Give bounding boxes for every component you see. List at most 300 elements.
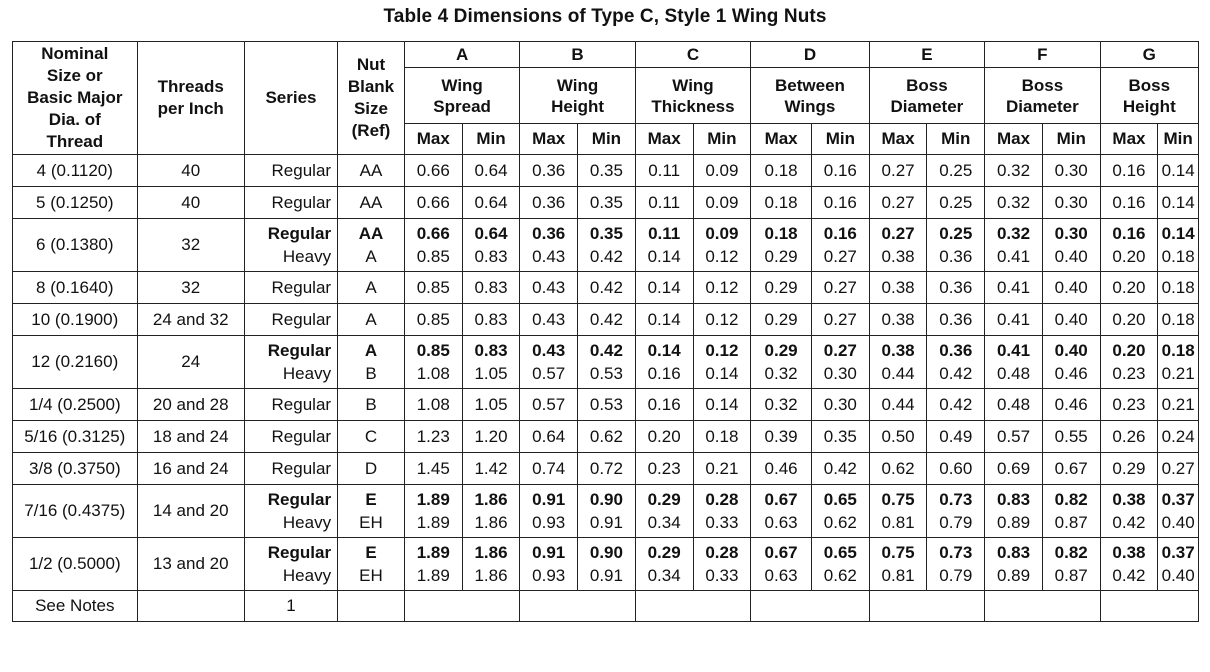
value-stack (520, 457, 577, 480)
value: 1.45 (416, 459, 450, 478)
min-value-cell (1158, 485, 1199, 538)
value-stack (694, 276, 751, 299)
series-cell (244, 304, 337, 336)
max-value-cell (751, 421, 812, 453)
value: 0.16 (647, 364, 681, 383)
value-stack (405, 191, 462, 214)
header-min: Min (1158, 124, 1199, 155)
value: 0.14 (1161, 161, 1195, 180)
min-value-cell (578, 304, 636, 336)
value-stack (636, 541, 693, 587)
value: 1.89 (416, 566, 450, 585)
nut-blank-size-cell (338, 155, 405, 187)
value: 0.18 (705, 427, 739, 446)
value: 0.42 (1112, 513, 1146, 532)
threads-per-inch-cell: 32 (137, 272, 244, 304)
value-stack (694, 488, 751, 534)
value: 0.42 (823, 459, 857, 478)
min-value-cell (693, 187, 751, 219)
value: 0.42 (1112, 566, 1146, 585)
value-stack (1158, 339, 1198, 385)
max-value-cell (751, 219, 812, 272)
nut-blank-size-cell (338, 421, 405, 453)
notes-empty-cell (751, 591, 869, 622)
value: 0.64 (532, 427, 566, 446)
value: 0.23 (1112, 395, 1146, 414)
value-stack (520, 425, 577, 448)
value: 0.09 (705, 224, 739, 243)
value: 0.32 (996, 161, 1031, 180)
value-stack (870, 308, 927, 331)
value: 0.32 (764, 395, 798, 414)
series-cell-stack (245, 308, 331, 331)
nut-blank-size-cell-stack (338, 308, 404, 331)
max-value-cell (520, 155, 578, 187)
value: 0.12 (705, 247, 739, 266)
max-value-cell (404, 336, 462, 389)
value-stack (1158, 541, 1198, 587)
max-value-cell (635, 421, 693, 453)
value: 0.40 (1054, 247, 1088, 266)
header-threads-per-inch-line: Threads (157, 77, 224, 96)
min-value-cell (1042, 187, 1100, 219)
value: 0.57 (532, 395, 566, 414)
value: 0.73 (939, 543, 973, 562)
max-value-cell (1100, 453, 1158, 485)
max-value-cell (1100, 155, 1158, 187)
value: 0.20 (1112, 278, 1146, 297)
max-value-cell (1100, 538, 1158, 591)
min-value-cell (693, 485, 751, 538)
series-cell-line: Regular (271, 427, 332, 446)
min-value-cell (1158, 155, 1199, 187)
value: 0.20 (1112, 310, 1146, 329)
value: 0.81 (881, 566, 915, 585)
min-value-cell (927, 389, 985, 421)
header-dimension-name-line: Between (775, 75, 845, 95)
value: 0.28 (705, 490, 739, 509)
max-value-cell (1100, 421, 1158, 453)
value-stack (812, 457, 869, 480)
value: 0.35 (589, 193, 623, 212)
value: 0.66 (416, 161, 450, 180)
nut-blank-size-cell-stack (338, 339, 404, 385)
value: 0.64 (474, 224, 508, 243)
nut-blank-size-cell-stack (338, 425, 404, 448)
value-stack (520, 159, 577, 182)
min-value-cell (1042, 538, 1100, 591)
threads-per-inch-cell: 40 (137, 155, 244, 187)
header-dimension-name (404, 68, 519, 124)
header-nut-blank-size (338, 42, 405, 155)
notes-empty-cell (869, 591, 984, 622)
header-dimension-name (869, 68, 984, 124)
max-value-cell (1100, 485, 1158, 538)
table-row (13, 304, 1199, 336)
nominal-size-cell: 12 (0.2160) (13, 336, 138, 389)
value: 0.83 (996, 543, 1031, 562)
max-value-cell (520, 389, 578, 421)
min-value-cell (811, 485, 869, 538)
value: 0.18 (764, 224, 798, 243)
min-value-cell (1042, 272, 1100, 304)
header-dimension-letter: A (404, 42, 519, 68)
max-value-cell (635, 485, 693, 538)
min-value-cell (578, 389, 636, 421)
header-dimension-name-line: Wing (672, 75, 714, 95)
value: 0.11 (648, 193, 681, 212)
nut-blank-size-cell-stack (338, 457, 404, 480)
value: 0.27 (881, 193, 915, 212)
nut-blank-size-cell-line: A (364, 341, 378, 360)
table-row (13, 389, 1199, 421)
series-cell-line: Regular (271, 459, 332, 478)
value: 0.79 (939, 566, 973, 585)
value: 0.48 (996, 395, 1031, 414)
value: 0.38 (881, 310, 915, 329)
header-max: Max (985, 124, 1043, 155)
header-min: Min (693, 124, 751, 155)
series-cell (244, 155, 337, 187)
max-value-cell (869, 336, 927, 389)
value: 0.46 (1054, 395, 1088, 414)
max-value-cell (404, 485, 462, 538)
value: 0.44 (881, 364, 915, 383)
value: 0.21 (1161, 364, 1195, 383)
min-value-cell (462, 272, 520, 304)
value: 0.27 (823, 310, 857, 329)
min-value-cell (462, 421, 520, 453)
value-stack (694, 541, 751, 587)
series-cell (244, 272, 337, 304)
value-stack (405, 339, 462, 385)
value-stack (520, 393, 577, 416)
min-value-cell (811, 336, 869, 389)
value: 0.41 (996, 247, 1031, 266)
value: 0.85 (416, 310, 450, 329)
value-stack (812, 159, 869, 182)
value-stack (405, 488, 462, 534)
value: 0.42 (589, 278, 623, 297)
value: 0.20 (1112, 341, 1146, 360)
max-value-cell (404, 219, 462, 272)
series-cell-line: Heavy (282, 513, 332, 532)
value-stack (751, 393, 811, 416)
max-value-cell (520, 219, 578, 272)
value: 0.41 (996, 278, 1031, 297)
value: 0.82 (1054, 543, 1088, 562)
value-stack (1101, 159, 1158, 182)
min-value-cell (578, 272, 636, 304)
series-cell-line: Regular (271, 193, 332, 212)
header-min: Min (462, 124, 520, 155)
value-stack (405, 457, 462, 480)
max-value-cell (635, 453, 693, 485)
nominal-size-cell: 6 (0.1380) (13, 219, 138, 272)
value: 0.79 (939, 513, 973, 532)
value: 0.85 (416, 278, 450, 297)
nominal-size-cell: 1/2 (0.5000) (13, 538, 138, 591)
value-stack (1101, 308, 1158, 331)
nominal-size-cell: 7/16 (0.4375) (13, 485, 138, 538)
max-value-cell (751, 187, 812, 219)
max-value-cell (635, 304, 693, 336)
series-cell-line: Heavy (282, 247, 332, 266)
max-value-cell (985, 187, 1043, 219)
nut-blank-size-cell-stack (338, 191, 404, 214)
max-value-cell (869, 304, 927, 336)
max-value-cell (1100, 272, 1158, 304)
series-cell-line: Regular (271, 278, 332, 297)
nut-blank-size-cell-line: B (365, 364, 377, 383)
nut-blank-size-cell (338, 219, 405, 272)
series-cell-stack (245, 222, 331, 268)
value: 0.16 (1112, 161, 1146, 180)
max-value-cell (404, 538, 462, 591)
nut-blank-size-cell-line: A (365, 247, 377, 266)
header-dimension-name-line: Diameter (890, 96, 964, 116)
value-stack (463, 339, 520, 385)
value: 0.83 (474, 278, 508, 297)
nominal-size-cell: 5 (0.1250) (13, 187, 138, 219)
value: 0.37 (1161, 543, 1195, 562)
notes-empty-cell (338, 591, 405, 622)
value-stack (1158, 308, 1198, 331)
value: 0.34 (647, 513, 681, 532)
max-value-cell (1100, 219, 1158, 272)
value-stack (812, 488, 869, 534)
value: 0.33 (705, 566, 739, 585)
max-value-cell (635, 187, 693, 219)
notes-empty-cell (137, 591, 244, 622)
value: 0.65 (823, 490, 857, 509)
value: 0.30 (1054, 193, 1088, 212)
header-nut-blank-size-line: Size (353, 99, 388, 118)
value-stack (694, 425, 751, 448)
threads-per-inch-cell: 20 and 28 (137, 389, 244, 421)
value-stack (578, 159, 635, 182)
nut-blank-size-cell-line: EH (359, 513, 383, 532)
value: 1.05 (474, 395, 508, 414)
value-stack (1101, 393, 1158, 416)
value: 0.83 (996, 490, 1031, 509)
min-value-cell (927, 187, 985, 219)
value: 0.42 (939, 364, 973, 383)
notes-row (13, 591, 1199, 622)
value: 0.46 (764, 459, 798, 478)
value-stack (463, 425, 520, 448)
min-value-cell (811, 219, 869, 272)
value: 0.12 (705, 341, 739, 360)
max-value-cell (869, 421, 927, 453)
nut-blank-size-cell-line: D (364, 459, 378, 478)
value: 0.40 (1161, 513, 1195, 532)
value: 0.09 (705, 193, 739, 212)
value-stack (985, 541, 1042, 587)
header-dimension-name (1100, 68, 1198, 124)
max-value-cell (985, 421, 1043, 453)
header-nominal-size-line: Nominal (41, 44, 109, 63)
header-nut-blank-size-line: Blank (347, 77, 395, 96)
value: 0.38 (1112, 543, 1146, 562)
min-value-cell (811, 538, 869, 591)
value: 0.14 (1161, 224, 1195, 243)
value: 0.36 (939, 278, 973, 297)
nut-blank-size-cell-stack (338, 159, 404, 182)
value: 0.29 (764, 310, 798, 329)
table-row (13, 485, 1199, 538)
max-value-cell (985, 219, 1043, 272)
header-min: Min (811, 124, 869, 155)
value: 0.43 (532, 278, 566, 297)
header-max: Max (869, 124, 927, 155)
series-cell (244, 219, 337, 272)
header-min: Min (578, 124, 636, 155)
header-dimension-name-line: Boss (1128, 75, 1171, 95)
value-stack (694, 191, 751, 214)
series-cell-stack (245, 425, 331, 448)
value: 0.67 (764, 543, 798, 562)
value-stack (463, 541, 520, 587)
value-stack (985, 159, 1042, 182)
value: 0.14 (705, 395, 739, 414)
value: 0.30 (1054, 161, 1088, 180)
max-value-cell (635, 155, 693, 187)
series-cell-stack (245, 159, 331, 182)
min-value-cell (1158, 453, 1199, 485)
series-cell-line: Regular (267, 224, 332, 243)
value: 0.62 (823, 513, 857, 532)
value: 0.36 (532, 161, 566, 180)
value: 0.62 (589, 427, 623, 446)
threads-per-inch-cell: 24 and 32 (137, 304, 244, 336)
value-stack (636, 457, 693, 480)
value-stack (463, 191, 520, 214)
nut-blank-size-cell (338, 485, 405, 538)
value: 0.14 (705, 364, 739, 383)
value: 0.43 (532, 341, 566, 360)
value: 0.14 (647, 310, 681, 329)
series-note-ref: 1 (244, 591, 337, 622)
nut-blank-size-cell (338, 538, 405, 591)
table-row (13, 272, 1199, 304)
max-value-cell (404, 453, 462, 485)
value: 0.25 (939, 224, 973, 243)
nut-blank-size-cell (338, 336, 405, 389)
max-value-cell (869, 272, 927, 304)
value-stack (1101, 339, 1158, 385)
value-stack (927, 222, 984, 268)
value-stack (578, 191, 635, 214)
min-value-cell (1042, 453, 1100, 485)
min-value-cell (693, 219, 751, 272)
series-cell-stack (245, 457, 331, 480)
header-dimension-letter: D (751, 42, 869, 68)
value: 1.89 (416, 543, 450, 562)
value-stack (1101, 276, 1158, 299)
table-row (13, 219, 1199, 272)
min-value-cell (927, 453, 985, 485)
value-stack (520, 488, 577, 534)
value: 0.18 (1161, 310, 1195, 329)
min-value-cell (1158, 538, 1199, 591)
value: 0.16 (647, 395, 681, 414)
value: 0.21 (705, 459, 739, 478)
value: 0.90 (589, 543, 623, 562)
min-value-cell (811, 155, 869, 187)
header-dimension-letter: G (1100, 42, 1198, 68)
value: 0.74 (532, 459, 566, 478)
series-cell-line: Regular (267, 490, 332, 509)
min-value-cell (462, 389, 520, 421)
value-stack (636, 276, 693, 299)
value: 0.81 (881, 513, 915, 532)
value-stack (405, 276, 462, 299)
max-value-cell (751, 155, 812, 187)
max-value-cell (635, 219, 693, 272)
value-stack (694, 393, 751, 416)
value: 0.85 (416, 341, 450, 360)
min-value-cell (578, 421, 636, 453)
value-stack (870, 276, 927, 299)
value-stack (985, 276, 1042, 299)
min-value-cell (462, 336, 520, 389)
value-stack (985, 425, 1042, 448)
min-value-cell (1158, 421, 1199, 453)
value-stack (636, 222, 693, 268)
value: 0.30 (1054, 224, 1088, 243)
value: 1.86 (474, 543, 508, 562)
value: 0.24 (1161, 427, 1195, 446)
value: 0.23 (1112, 364, 1146, 383)
value-stack (927, 308, 984, 331)
min-value-cell (1042, 155, 1100, 187)
series-cell-line: Regular (267, 543, 332, 562)
value-stack (751, 457, 811, 480)
series-cell-stack (245, 393, 331, 416)
min-value-cell (811, 187, 869, 219)
value: 0.57 (996, 427, 1031, 446)
value: 0.21 (1161, 395, 1195, 414)
header-threads-per-inch (137, 42, 244, 155)
value-stack (1158, 488, 1198, 534)
header-max: Max (1100, 124, 1158, 155)
max-value-cell (869, 155, 927, 187)
value-stack (636, 488, 693, 534)
value: 0.42 (589, 247, 623, 266)
value: 0.26 (1112, 427, 1146, 446)
value: 0.66 (416, 224, 450, 243)
table-row (13, 421, 1199, 453)
value-stack (985, 308, 1042, 331)
series-cell (244, 336, 337, 389)
max-value-cell (751, 304, 812, 336)
header-dimension-name-line: Thickness (651, 96, 735, 116)
min-value-cell (927, 272, 985, 304)
nut-blank-size-cell-line: B (365, 395, 377, 414)
value-stack (870, 541, 927, 587)
value: 0.91 (589, 513, 623, 532)
value-stack (694, 159, 751, 182)
table-title: Table 4 Dimensions of Type C, Style 1 Wing Nuts (383, 6, 827, 27)
value-stack (1158, 276, 1198, 299)
value: 0.40 (1161, 566, 1195, 585)
value: 0.32 (996, 193, 1031, 212)
value: 1.89 (416, 490, 450, 509)
value: 0.62 (823, 566, 857, 585)
table-row (13, 453, 1199, 485)
min-value-cell (462, 219, 520, 272)
